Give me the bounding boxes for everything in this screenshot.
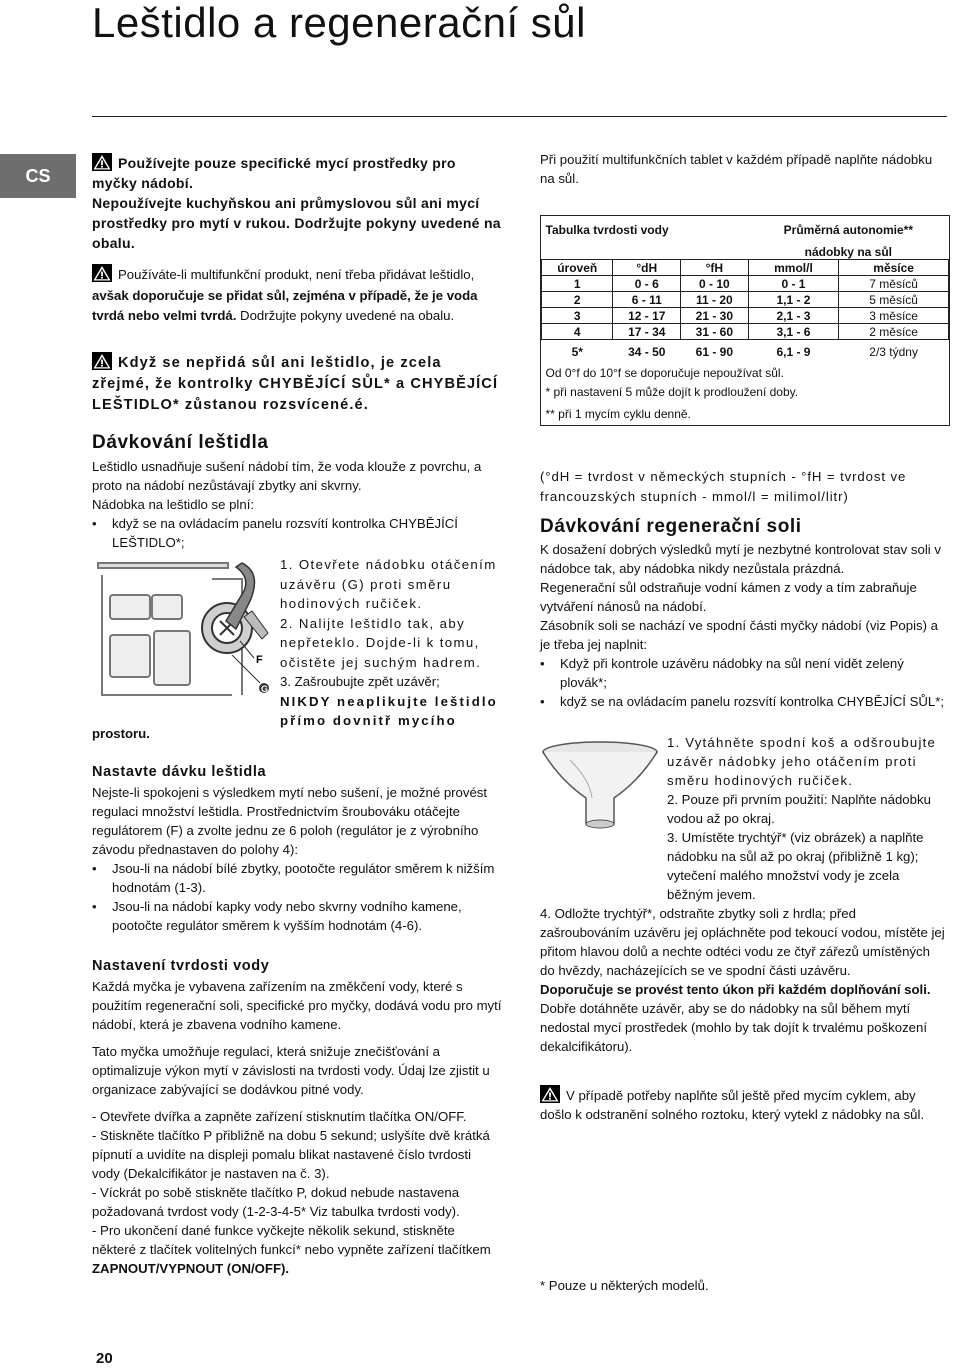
step-2: 2. Nalijte leštidlo tak, aby nepřeteklo. Dojde-li k tomu, očistěte jej suchým hadrem.	[280, 615, 482, 670]
table-cell: 17 - 34	[613, 324, 681, 340]
paragraph: - Stiskněte tlačítko P přibližně na dobu 5 sekund; uslyšíte dvě krátká pípnutí a uvidíte na displeji pomalu blikat nastavené číslo tvrdosti vody (Dekalcifikátor je nastaven na č. 3).	[92, 1128, 490, 1181]
table-cell: 12 - 17	[613, 308, 681, 324]
rinse-aid-heading: Dávkování leštidla	[92, 432, 269, 453]
page-number: 20	[96, 1350, 113, 1367]
water-hardness-heading: Nastavení tvrdosti vody	[92, 958, 270, 974]
warning-text: Dodržujte pokyny uvedené na obalu.	[240, 308, 455, 323]
multifunction-tablets-note: Při použití multifunkčních tablet v každém případě naplňte nádobku na sůl.	[540, 152, 933, 186]
table-cell: 0 - 10	[681, 276, 749, 292]
salt-step-2: 2. Pouze při prvním použití: Naplňte nádobku vodou až po okraj.	[667, 792, 931, 826]
water-hardness-section	[92, 977, 502, 1278]
table-cell: 2 měsíce	[839, 324, 949, 340]
rinse-aid-section	[92, 457, 502, 552]
table-cell: 3 měsíce	[839, 308, 949, 324]
table-header: mmol/l	[748, 260, 839, 276]
table-note: ** při 1 mycím cyklu denně.	[545, 407, 691, 421]
table-autonomy-header: nádobky na sůl	[804, 244, 892, 259]
warning-icon	[92, 264, 112, 282]
warning-indicators	[92, 352, 502, 416]
title-divider	[92, 116, 947, 117]
step-3-warning-end: prostoru.	[92, 726, 150, 741]
paragraph: ZAPNOUT/VYPNOUT (ON/OFF).	[92, 1261, 290, 1276]
label-f: F	[256, 654, 263, 666]
table-cell: 21 - 30	[681, 308, 749, 324]
warning-detergent	[92, 153, 502, 253]
table-cell: 2	[542, 292, 613, 308]
warning-text: avšak doporučuje se přidat sůl, zejména v případě, že je voda tvrdá nebo velmi tvrdá.	[92, 287, 478, 323]
table-header: °fH	[681, 260, 749, 276]
paragraph: Každá myčka je vybavena zařízením na změkčení vody, které s použitím regenerační soli, specifické pro myčky, dodává vodu pro mytí nádobí, která je zbavena vodního kamene.	[92, 979, 502, 1032]
paragraph: Nádobka na leštidlo se plní:	[92, 497, 255, 512]
salt-step-4: 4. Odložte trychtýř*, odstraňte zbytky soli z hrdla; před zašroubováním uzávěru jej opláchněte pod tekoucí vodou, místěte jej přitom hlavou dolů a nechte odtéci vodu ze čtyř zářezů umístěných do hvězdy, nacházejících se ve spodní části uzávěru.	[540, 906, 945, 978]
warning-salt-before-cycle	[540, 1085, 948, 1124]
list-item: • Jsou-li na nádobí bílé zbytky, pootočte regulátor směrem k nižším hodnotám (1-3).	[92, 859, 502, 897]
table-cell: 7 měsíců	[839, 276, 949, 292]
paragraph: Regenerační sůl odstraňuje vodní kámen z vody a tím zabraňuje vytváření nánosů na nádobí.	[540, 580, 917, 614]
salt-step-3: 3. Umístěte trychtýř* (viz obrázek) a naplňte nádobku na sůl až po okraj (přibližně 1 kg); vytečení malého množství vody je zcela běžným jevem.	[667, 830, 924, 902]
table-header: měsíce	[839, 260, 949, 276]
paragraph: Leštidlo usnadňuje sušení nádobí tím, že voda klouže z povrchu, a proto na nádobí nezůstávají zbytky ani skvrny.	[92, 459, 482, 493]
table-note: Od 0°f do 10°f se doporučuje nepoužívat sůl.	[545, 365, 784, 380]
step-3: 3. Zašroubujte zpět uzávěr;	[280, 674, 440, 689]
salt-step-4-recommendation: Doporučuje se provést tento úkon při každém doplňování soli.	[540, 982, 931, 997]
table-cell: 3,1 - 6	[748, 324, 839, 340]
table-cell: 11 - 20	[681, 292, 749, 308]
page-title: Leštidlo a regenerační sůl	[92, 0, 586, 46]
table-row	[542, 308, 949, 324]
label-g: G	[261, 684, 269, 694]
paragraph: Zásobník soli se nachází ve spodní části myčky nádobí (viz Popis) a je třeba jej naplnit:	[540, 618, 939, 652]
table-cell: 5*	[571, 345, 583, 359]
salt-heading: Dávkování regenerační soli	[540, 516, 802, 537]
table-cell: 61 - 90	[695, 345, 734, 359]
paragraph: - Pro ukončení dané funkce vyčkejte několik sekund, stiskněte některé z tlačítek volitelných funkcí* nebo vypněte zařízení tlačítkem	[92, 1223, 491, 1257]
list-item: • když se na ovládacím panelu rozsvítí kontrolka CHYBĚJÍCÍ SŮL*;	[540, 692, 948, 711]
table-cell: 4	[542, 324, 613, 340]
salt-section	[540, 540, 948, 711]
table-cell: 1,1 - 2	[748, 292, 839, 308]
table-cell: 0 - 1	[748, 276, 839, 292]
table-header-row	[542, 260, 949, 276]
table-note: * při nastavení 5 může dojít k prodloužení doby.	[545, 385, 799, 399]
paragraph: Nejste-li spokojeni s výsledkem mytí nebo sušení, je možné provést regulaci množství leštidla. Prostřednictvím šroubováku otáčejte regulátorem (F) a zvolte jednu ze 6 poloh (regulátor je z výrobního závodu přednastaven do polohy 4):	[92, 785, 488, 857]
table-title: Tabulka tvrdosti vody	[545, 223, 669, 237]
table-cell: 6,1 - 9	[776, 345, 811, 359]
warning-icon	[540, 1085, 560, 1103]
table-cell: 5 měsíců	[839, 292, 949, 308]
table-header: úroveň	[542, 260, 613, 276]
table-row	[542, 276, 949, 292]
list-item: • když se na ovládacím panelu rozsvítí kontrolka CHYBĚJÍCÍ LEŠTIDLO*;	[92, 514, 502, 552]
paragraph: Dobře dotáhněte uzávěr, aby se do nádobky na sůl během mytí nedostal mycí prostředek (mohlo by tak dojít k trvalému poškození dekalcifikátoru).	[540, 1001, 928, 1054]
paragraph: Tato myčka umožňuje regulaci, která snižuje znečišťování a optimalizuje výkon mytí v závislosti na tvrdosti vody. Údaj lze zjistit u organizace zabývající se dodávkou pitné vody.	[92, 1044, 490, 1097]
warning-text: Nepoužívejte kuchyňskou ani průmyslovou sůl ani mycí prostředky pro mytí v rukou. Dodržujte pokyny uvedené na obalu.	[92, 195, 501, 251]
warning-text: Používáte-li multifunkční produkt, není třeba přidávat leštidlo,	[118, 267, 475, 282]
table-cell: 6 - 11	[613, 292, 681, 308]
table-row	[542, 340, 949, 365]
paragraph: K dosažení dobrých výsledků mytí je nezbytné kontrolovat stav soli v nádobce tak, aby nádobka nikdy nezůstala prázdná.	[540, 542, 941, 576]
rinse-aid-steps	[280, 555, 502, 731]
table-autonomy-header: Průměrná autonomie**	[783, 223, 914, 237]
rinse-dose-heading: Nastavte dávku leštidla	[92, 764, 267, 780]
table-row	[542, 292, 949, 308]
warning-text: Používejte pouze specifické mycí prostředky pro myčky nádobí.	[92, 155, 456, 191]
warning-icon	[92, 352, 112, 370]
footnote: * Pouze u některých modelů.	[540, 1278, 709, 1293]
salt-step-1: 1. Vytáhněte spodní koš a odšroubujte uzávěr nádobky jeho otáčením proti směru hodinových ručiček.	[667, 735, 936, 788]
paragraph: - Otevřete dvířka a zapněte zařízení stisknutím tlačítka ON/OFF.	[92, 1109, 467, 1124]
paragraph: - Víckrát po sobě stiskněte tlačítko P, dokud nebude nastavena požadovaná tvrdost vody (1-2-3-4-5* Viz tabulka tvrdosti vody).	[92, 1185, 460, 1219]
step-3-warning: NIKDY neaplikujte leštidlo přímo dovnitř mycího	[280, 693, 498, 728]
table-cell: 2,1 - 3	[748, 308, 839, 324]
water-hardness-table	[540, 215, 950, 426]
rinse-dose-section	[92, 783, 502, 935]
rinse-aid-dispenser-illustration	[92, 555, 276, 705]
salt-funnel-illustration	[540, 740, 660, 832]
table-cell: 0 - 6	[613, 276, 681, 292]
table-cell: 31 - 60	[681, 324, 749, 340]
table-header: °dH	[613, 260, 681, 276]
salt-steps-top	[667, 733, 948, 828]
warning-multifunction	[92, 264, 502, 327]
table-cell: 2/3 týdny	[869, 345, 918, 359]
warning-text: Když se nepřidá sůl ani leštidlo, je zcela zřejmé, že kontrolky CHYBĚJÍCÍ SŮL* a CHYBĚJÍCÍ LEŠTIDLO* zůstanou rozsvícené.é.	[92, 355, 499, 413]
units-note: (°dH = tvrdost v německých stupních - °fH = tvrdost ve francouzských stupních - mmol/l = milimol/litr)	[540, 469, 907, 504]
list-item: • Když při kontrole uzávěru nádobky na sůl není vidět zelený plovák*;	[540, 654, 948, 692]
table-cell: 3	[542, 308, 613, 324]
language-tab: CS	[0, 154, 76, 198]
salt-steps	[540, 828, 948, 1056]
warning-icon	[92, 153, 112, 171]
table-row	[542, 324, 949, 340]
warning-text: V případě potřeby naplňte sůl ještě před mycím cyklem, aby došlo k odstranění solného roztoku, který vytekl z nádobky na sůl.	[540, 1088, 925, 1122]
table-cell: 34 - 50	[628, 345, 666, 359]
table-cell: 1	[542, 276, 613, 292]
step-1: 1. Otevřete nádobku otáčením uzávěru (G) proti směru hodinových ručiček.	[280, 557, 497, 611]
list-item: • Jsou-li na nádobí kapky vody nebo skvrny vodního kamene, pootočte regulátor směrem k vyšším hodnotám (4-6).	[92, 897, 502, 935]
